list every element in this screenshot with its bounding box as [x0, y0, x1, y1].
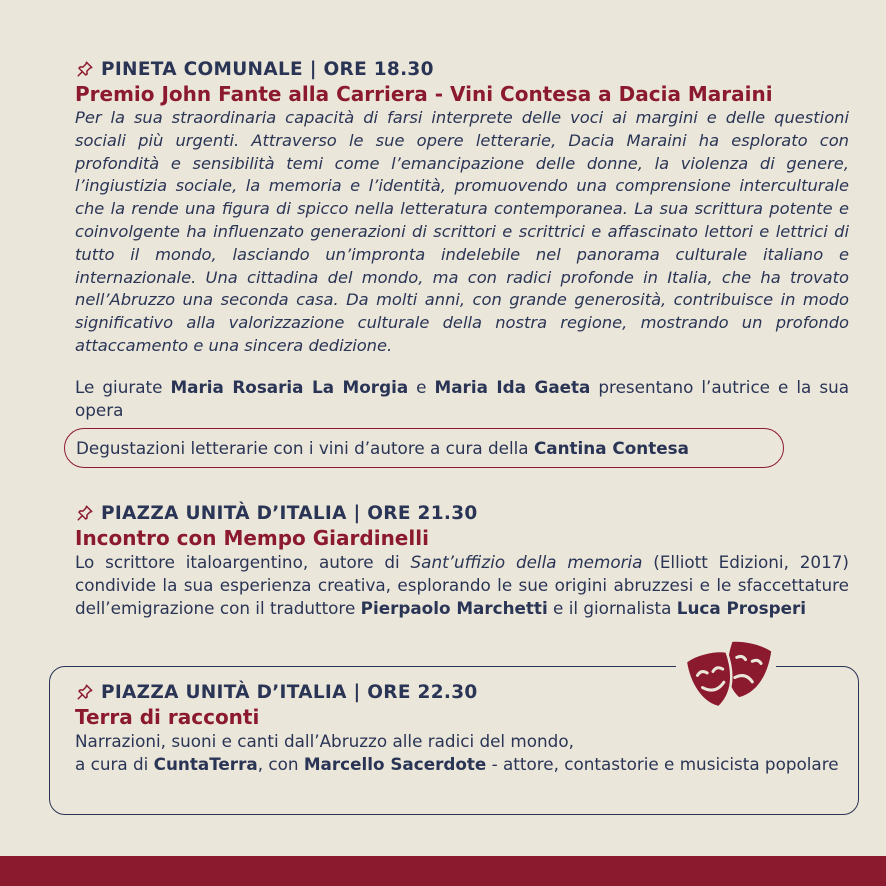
- venue-text: PIAZZA UNITÀ D’ITALIA | ORE 22.30: [101, 681, 478, 703]
- event-terra-di-racconti: [75, 680, 849, 776]
- pushpin-icon: [76, 504, 94, 522]
- book-title: Sant’uffizio della memoria: [410, 552, 643, 572]
- event-pineta: [75, 57, 849, 421]
- guest-name: Pierpaolo Marchetti: [360, 597, 548, 618]
- performer-name: Marcello Sacerdote: [303, 753, 487, 774]
- pushpin-icon: [76, 683, 94, 701]
- event-description: Lo scrittore italoargentino, autore di Sant’uffizio della memoria (Elliott Edizioni, 2017) condivide la sua esperienza creativa, esplorando le sue origini abruzzesi e le sfaccettature dell’emigrazione con il traduttore Pierpaolo Marchetti e il giornalista Luca Prosperi: [75, 552, 849, 618]
- event-credits: a cura di CuntaTerra, con Marcello Sacerdote - attore, contastorie e musicista popolare: [75, 753, 839, 774]
- venue-text: PIAZZA UNITÀ D’ITALIA | ORE 21.30: [101, 502, 478, 524]
- winery-name: Cantina Contesa: [533, 438, 689, 458]
- presenter-name: Maria Ida Gaeta: [434, 376, 591, 397]
- venue-text: PINETA COMUNALE | ORE 18.30: [101, 58, 434, 80]
- guest-name: Luca Prosperi: [676, 597, 807, 618]
- presenter-name: Maria Rosaria La Morgia: [170, 376, 409, 397]
- tasting-pill: Degustazioni letterarie con i vini d’autore a cura della Cantina Contesa: [64, 428, 784, 468]
- footer-bar: [0, 856, 886, 886]
- event-venue: [75, 501, 849, 525]
- pushpin-icon: [76, 60, 94, 78]
- event-venue: [75, 57, 849, 81]
- presenters-text: Le giurate Maria Rosaria La Morgia e Maria Ida Gaeta presentano l’autrice e la sua opera: [75, 376, 849, 420]
- event-venue: [75, 680, 849, 704]
- event-title: Premio John Fante alla Carriera - Vini Contesa a Dacia Maraini: [75, 82, 773, 106]
- group-name: CuntaTerra: [153, 753, 258, 774]
- event-description: Per la sua straordinaria capacità di farsi interprete delle voci ai margini e delle questioni sociali più urgenti. Attraverso le sue opere letterarie, Dacia Maraini ha esplorato con profondità e sensibilità temi come l’emancipazione delle donne, la violenza di genere, l’ingiustizia sociale, la memoria e l’identità, promuovendo una comprensione interculturale che la rende una figura di spicco nella letteratura contemporanea. La sua scrittura potente e coinvolgente ha influenzato generazioni di scrittori e scrittrici e affascinato lettori e lettrici di tutto il mondo, lasciando un’impronta indelebile nel panorama culturale italiano e internazionale. Una cittadina del mondo, ma con radici profonde in Italia, che ha trovato nell’Abruzzo una seconda casa. Da molti anni, con grande generosità, contribuisce in modo significativo alla valorizzazione culturale della nostra regione, mostrando un profondo attaccamento e una sincera dedizione.: [75, 108, 849, 355]
- event-giardinelli: [75, 501, 849, 619]
- event-line: Narrazioni, suoni e canti dall’Abruzzo alle radici del mondo,: [75, 731, 574, 751]
- event-title: Incontro con Mempo Giardinelli: [75, 526, 429, 550]
- event-title: Terra di racconti: [75, 705, 260, 729]
